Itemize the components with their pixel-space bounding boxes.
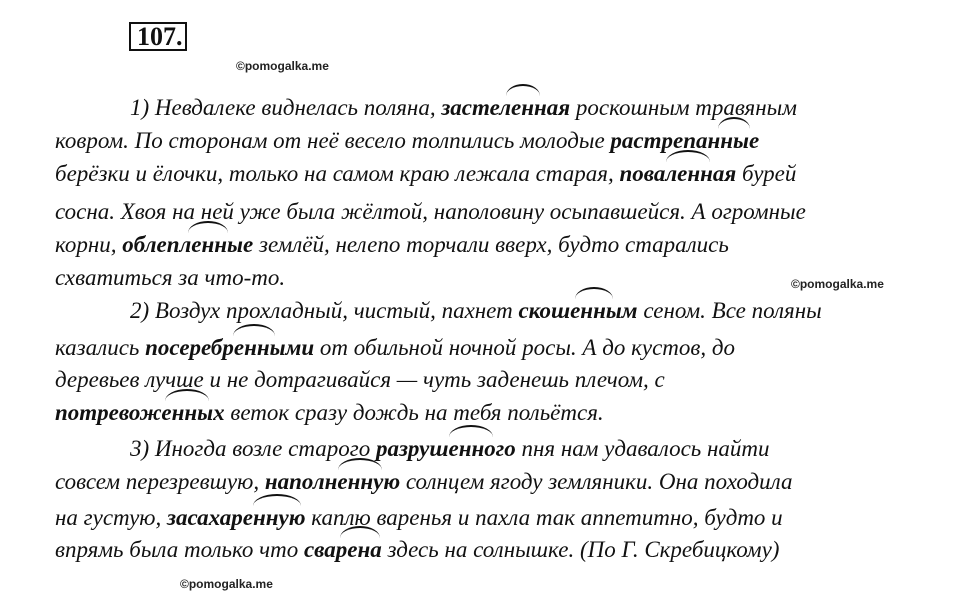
text-segment: схватиться за что-то. [55,265,286,290]
text-segment: корни, [55,232,123,257]
suffix-arc [575,287,613,299]
suffix-arc [449,425,493,437]
text-segment: от обильной ночной росы. А до кустов, до [314,335,736,360]
watermark-bottom: ©pomogalka.me [180,577,273,591]
highlighted-participle: засахаренную [167,505,306,531]
text-line [55,199,806,225]
text-segment: землёй, нелепо торчали вверх, будто старались [253,232,729,257]
text-segment: роскошным травяным [570,95,797,120]
text-segment: 1) Невдалеке виднелась поляна, [130,95,442,120]
text-line [130,436,770,462]
highlighted-participle: растрепанные [610,128,759,154]
suffix-arc [233,324,275,336]
text-segment: совсем перезревшую, [55,469,265,494]
highlighted-participle: облепленные [122,232,253,258]
text-segment: солнцем ягоду земляники. Она походила [400,469,793,494]
text-segment: ковром. По сторонам от неё весело толпились молодые [55,128,611,153]
text-segment: пня нам удавалось найти [515,436,770,461]
text-line [55,265,285,291]
text-line [55,161,796,187]
text-segment: деревьев лучше и не дотрагивайся — чуть заденешь плечом, с [55,367,665,392]
text-segment: каплю варенья и пахла так аппетитно, будто и [305,505,783,530]
watermark-middle: ©pomogalka.me [791,277,884,291]
highlighted-participle: застеленная [441,95,570,121]
text-line [55,367,665,393]
text-line [55,400,604,426]
highlighted-participle: наполненную [265,469,400,495]
suffix-arc [506,84,540,96]
text-segment: казались [55,335,146,360]
highlighted-participle: сварена [304,537,382,563]
highlighted-participle: посеребренными [145,335,314,361]
text-segment: бурей [736,161,797,186]
text-segment: здесь на солнышке. (По Г. Скребицкому) [381,537,780,562]
text-line [55,469,792,495]
text-line [55,505,783,531]
text-segment: берёзки и ёлочки, только на самом краю лежала старая, [55,161,620,186]
text-segment: 3) Иногда возле старого [130,436,376,461]
highlighted-participle: скошенным [518,298,637,324]
highlighted-participle: потревоженных [55,400,225,426]
text-segment: впрямь была только что [55,537,304,562]
text-line [55,128,759,154]
text-line [55,537,779,563]
text-segment: на густую, [55,505,168,530]
exercise-number: 107. [129,22,187,51]
text-segment: 2) Воздух прохладный, чистый, пахнет [130,298,519,323]
text-line [55,232,729,258]
highlighted-participle: разрушенного [376,436,516,462]
highlighted-participle: поваленная [619,161,736,187]
text-line [55,335,735,361]
watermark-top: ©pomogalka.me [236,59,329,73]
text-segment: сеном. Все поляны [637,298,822,323]
text-segment: сосна. Хвоя на ней уже была жёлтой, наполовину осыпавшейся. А огромные [55,199,806,224]
text-segment: веток сразу дождь на тебя польётся. [224,400,604,425]
text-line [130,298,822,324]
suffix-arc [253,494,301,506]
text-line [130,95,797,121]
